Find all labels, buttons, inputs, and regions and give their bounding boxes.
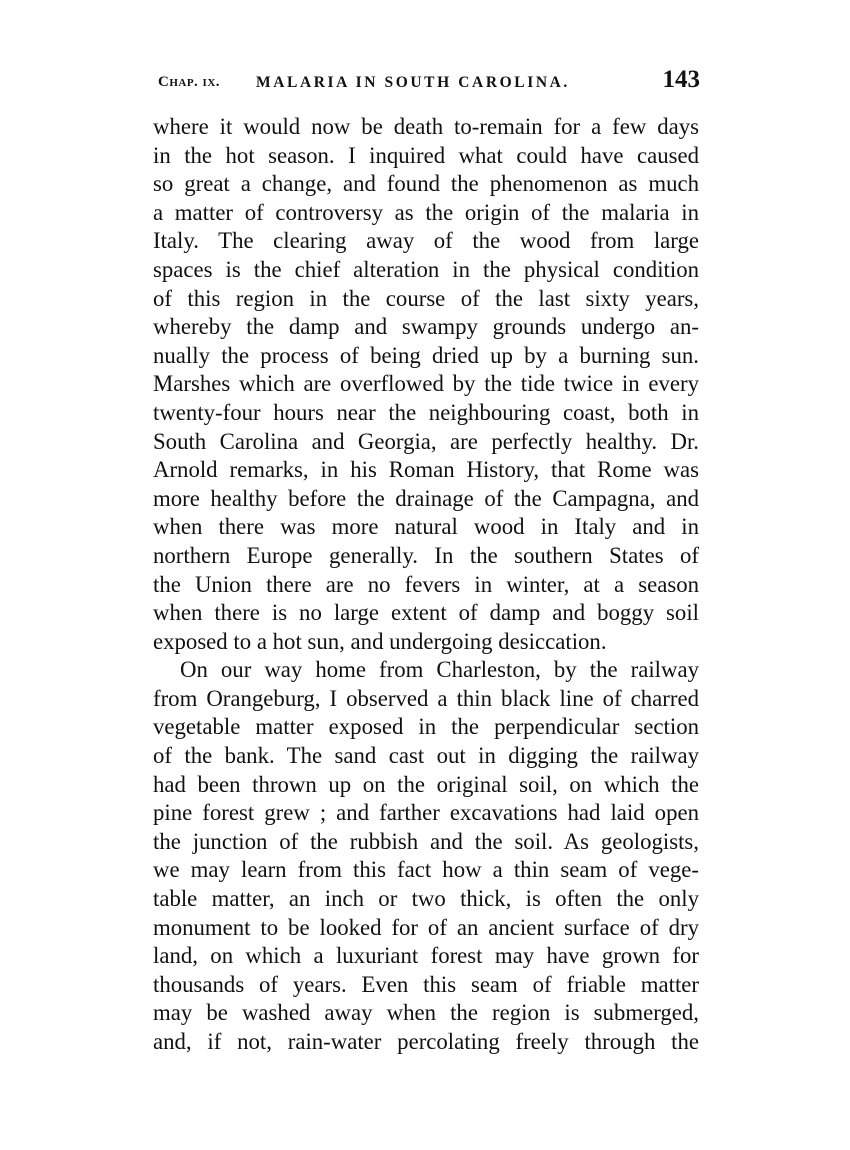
text-line: of the bank. The sand cast out in digging the railway [153, 743, 699, 769]
text-line: On our way home from Charleston, by the railway [180, 657, 699, 683]
text-line: we may learn from this fact how a thin seam of vege- [153, 857, 699, 883]
text-line: exposed to a hot sun, and undergoing desiccation. [153, 628, 607, 654]
text-line: thousands of years. Even this seam of friable matter [153, 971, 699, 997]
text-line: monument to be looked for of an ancient surface of dry [153, 914, 699, 940]
text-line: Arnold remarks, in his Roman History, that Rome was [153, 457, 699, 483]
text-line: the Union there are no fevers in winter, at a season [153, 571, 699, 597]
text-line: a matter of controversy as the origin of the malaria in [153, 199, 699, 225]
text-line: Marshes which are overflowed by the tide twice in every [153, 371, 699, 397]
text-line: northern Europe generally. In the southern States of [153, 542, 699, 568]
text-line: from Orangeburg, I observed a thin black line of charred [153, 685, 699, 711]
running-head [158, 66, 700, 96]
text-line: so great a change, and found the phenomenon as much [153, 171, 699, 197]
text-line: spaces is the chief alteration in the physical condition [153, 256, 699, 282]
text-line: when there was more natural wood in Italy and in [153, 514, 699, 540]
page-number: 143 [662, 66, 700, 93]
text-line: pine forest grew ; and farther excavations had laid open [153, 800, 699, 826]
text-line: Italy. The clearing away of the wood from large [153, 228, 699, 254]
text-line: had been thrown up on the original soil, on which the [153, 771, 699, 797]
text-line: of this region in the course of the last sixty years, [153, 285, 699, 311]
running-title: MALARIA IN SOUTH CAROLINA. [256, 74, 570, 91]
text-line: land, on which a luxuriant forest may have grown for [153, 943, 699, 969]
text-line: vegetable matter exposed in the perpendicular section [153, 714, 699, 740]
text-line: more healthy before the drainage of the Campagna, and [153, 485, 699, 511]
text-line: table matter, an inch or two thick, is often the only [153, 886, 699, 912]
text-line: in the hot season. I inquired what could have caused [153, 142, 699, 168]
text-line: where it would now be death to-remain for a few days [153, 114, 699, 139]
text-line: nually the process of being dried up by a burning sun. [153, 342, 699, 368]
chapter-label: Chap. ix. [158, 74, 221, 90]
text-line: twenty-four hours near the neighbouring coast, both in [153, 399, 699, 425]
text-line: the junction of the rubbish and the soil. As geologists, [153, 828, 699, 854]
text-line: South Carolina and Georgia, are perfectly healthy. Dr. [153, 428, 699, 454]
text-line: and, if not, rain-water percolating freely through the [153, 1029, 699, 1054]
text-line: whereby the damp and swampy grounds undergo an- [153, 314, 699, 340]
body-text [153, 113, 699, 1057]
text-line: when there is no large extent of damp and boggy soil [153, 600, 699, 626]
text-line: may be washed away when the region is submerged, [153, 1000, 699, 1026]
